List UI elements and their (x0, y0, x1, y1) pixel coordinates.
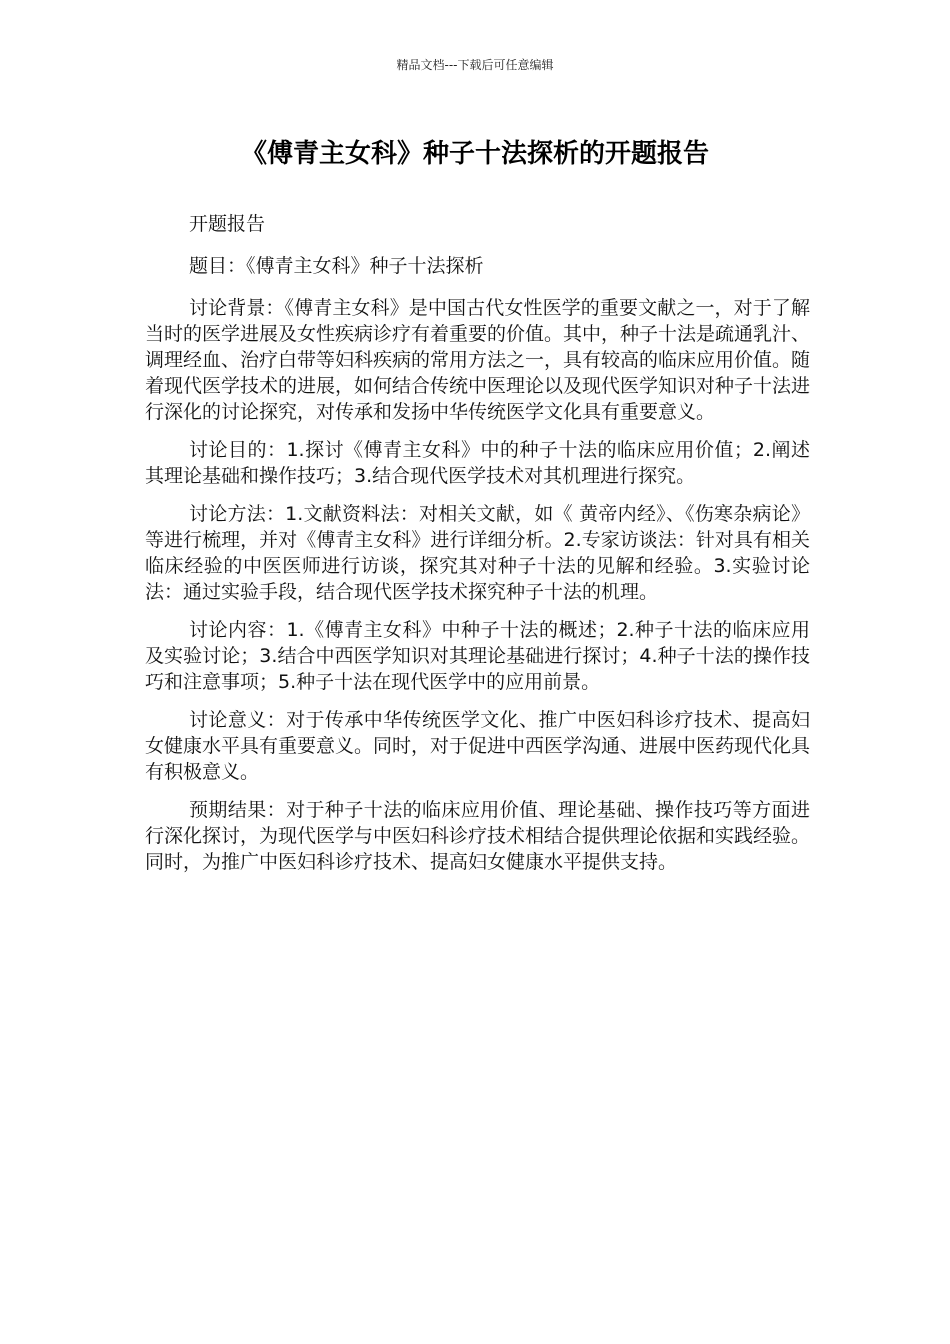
report-topic: 题目：《傅青主女科》种子十法探析 (189, 255, 484, 277)
document-title: 《傅青主女科》种子十法探析的开题报告 (240, 139, 709, 169)
document-body (145, 211, 810, 887)
report-label: 开题报告 (189, 213, 266, 235)
purpose-paragraph: 讨论目的：1.探讨《傅青主女科》中的种子十法的临床应用价值；2.阐述其理论基础和操作技巧；3.结合现代医学技术对其机理进行探究。 (145, 439, 810, 487)
background-paragraph: 讨论背景：《傅青主女科》是中国古代女性医学的重要文献之一，对于了解当时的医学进展及女性疾病诊疗有着重要的价值。其中，种子十法是疏通乳汁、调理经血、治疗白带等妇科疾病的常用方法之一，具有较高的临床应用价值。随着现代医学技术的进展，如何结合传统中医理论以及现代医学知识对种子十法进行深化的讨论探究，对传承和发扬中华传统医学文化具有重要意义。 (145, 297, 811, 423)
header-note: 精品文档---下载后可任意编辑 (396, 58, 554, 72)
method-paragraph: 讨论方法：1.文献资料法：对相关文献，如《 黄帝内经》、《伤寒杂病论》等进行梳理，并对《傅青主女科》进行详细分析。2.专家访谈法：针对具有相关临床经验的中医医师进行访谈，探究其对种子十法的见解和经验。3.实验讨论法：通过实验手段，结合现代医学技术探究种子十法的机理。 (145, 503, 810, 603)
expected-results-paragraph: 预期结果：对于种子十法的临床应用价值、理论基础、操作技巧等方面进行深化探讨，为现代医学与中医妇科诊疗技术相结合提供理论依据和实践经验。同时，为推广中医妇科诊疗技术、提高妇女健康水平提供支持。 (145, 799, 811, 873)
significance-paragraph: 讨论意义：对于传承中华传统医学文化、推广中医妇科诊疗技术、提高妇女健康水平具有重要意义。同时，对于促进中西医学沟通、进展中医药现代化具有积极意义。 (145, 709, 811, 783)
content-paragraph: 讨论内容：1.《傅青主女科》中种子十法的概述；2.种子十法的临床应用及实验讨论；3.结合中西医学知识对其理论基础进行探讨；4.种子十法的操作技巧和注意事项；5.种子十法在现代医学中的应用前景。 (145, 619, 810, 693)
